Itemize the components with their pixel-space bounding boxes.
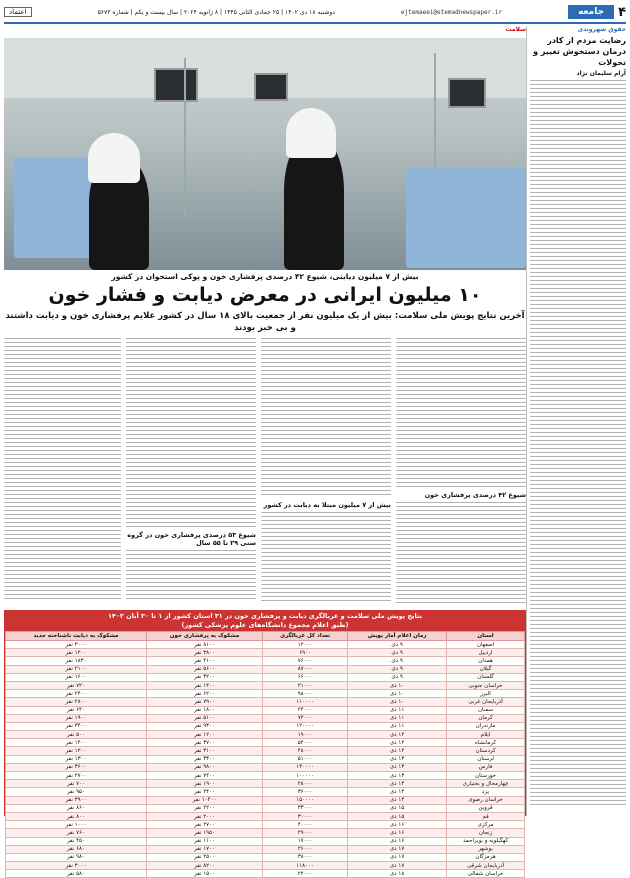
table-row <box>6 788 525 796</box>
table-cell: ۳۰۰۰۰ <box>263 812 348 820</box>
page-header <box>4 3 626 21</box>
table-cell: ۲۴۰۰ نفر <box>146 788 262 796</box>
sidebar-kicker: حقوق شهروندی <box>577 26 626 33</box>
table-cell: ۲۵۰۰ نفر <box>146 853 262 861</box>
body-column <box>261 338 391 606</box>
monitor-icon <box>154 68 198 102</box>
table-cell: ۲۴۰۰۰ <box>263 706 348 714</box>
table-cell: ۹ دی <box>348 665 447 673</box>
table-row <box>6 714 525 722</box>
table-cell: یزد <box>447 788 525 796</box>
table-cell: فارس <box>447 763 525 771</box>
table-cell: ۱۷ دی <box>348 853 447 861</box>
table-cell: گلستان <box>447 673 525 681</box>
table-cell: ۳۹۰۰ نفر <box>6 796 147 804</box>
table-row <box>6 853 525 861</box>
table-header: مشکوک به پرفشاری خون <box>146 632 262 641</box>
table-cell: ۴۸۰۰۰ <box>263 747 348 755</box>
table-cell: ۷۶۰ نفر <box>6 829 147 837</box>
table-cell: ۸۷۰۰۰ <box>263 665 348 673</box>
table-cell: ۳۸۰۰ نفر <box>146 649 262 657</box>
table-cell: ۲۸۰۰ نفر <box>6 698 147 706</box>
table-cell: ۵۶۰۰ نفر <box>146 665 262 673</box>
table-cell: همدان <box>447 657 525 665</box>
table-cell: ۹۸۰۰ نفر <box>146 763 262 771</box>
table-cell: کرمان <box>447 714 525 722</box>
table-row <box>6 772 525 780</box>
table-cell: ۱۵۰۰۰۰ <box>263 796 348 804</box>
table-cell: ۱۵ دی <box>348 812 447 820</box>
table-cell: کردستان <box>447 747 525 755</box>
table-cell: ۱۶۰۰ نفر <box>6 673 147 681</box>
table-cell: ۱۱۰۰۰۰ <box>263 698 348 706</box>
table-cell: ۳۰۰۰ نفر <box>6 641 147 649</box>
table-cell: ۳۴۰۰ نفر <box>6 722 147 730</box>
table-caption: نتایج پویش ملی سلامت و غربالگری دیابت و پرفشاری خون در ۳۱ استان کشور از ۱ تا ۳۰ آبان ۱۴۰۲ (طبق اعلام مجموع دانشگاه‌های علوم پزشکی کشور) <box>5 611 525 631</box>
sidebar-title: رضایت مردم از کادر درمان دستخوش تغییر و تحولات <box>533 36 626 67</box>
table-cell: ۹ دی <box>348 673 447 681</box>
issue-line: دوشنبه ۱۸ دی ۱۴۰۲ | ۲۵ جمادی الثانی ۱۴۴۵ | ۸ ژانویه ۲۰۲۴ | سال بیست و یکم | شماره ۵۶۷۳ <box>97 8 335 16</box>
table-cell: ۱۶ دی <box>348 821 447 829</box>
table-cell: ایلام <box>447 731 525 739</box>
article-subhead: آخرین نتایج پویش ملی سلامت: بیش از یک میلیون نفر از جمعیت بالای ۱۸ سال در کشور علایم پرفشاری خون و دیابت داشتند و بی خبر بودند <box>5 311 525 333</box>
table-row <box>6 763 525 771</box>
table-row <box>6 673 525 681</box>
hospital-bed <box>406 168 526 268</box>
table-cell: ۸۲۰۰ نفر <box>146 862 262 870</box>
table-cell: ۱۸ دی <box>348 870 447 878</box>
table-cell: خراسان شمالی <box>447 870 525 878</box>
table-cell: ۵۸۰ نفر <box>6 870 147 878</box>
nurse-veil <box>286 108 336 158</box>
table-row <box>6 739 525 747</box>
table-cell: ۶۶۰۰۰ <box>263 673 348 681</box>
table-cell: آذربایجان شرقی <box>447 862 525 870</box>
article-headline: ۱۰ میلیون ایرانی در معرض دیابت و فشار خون <box>48 284 482 306</box>
table-cell: ۷۰۰ نفر <box>6 780 147 788</box>
table-cell: ۳۳۰۰ نفر <box>146 755 262 763</box>
table-cell: ۵۴۰۰۰ <box>263 739 348 747</box>
table-cell: ۱۲۰۰ نفر <box>146 731 262 739</box>
table-cell: ۸۰۰ نفر <box>6 812 147 820</box>
table-cell: ۹۸۰۰۰ <box>263 690 348 698</box>
table-row <box>6 665 525 673</box>
table-cell: ۱۷ دی <box>348 845 447 853</box>
table-cell: ۹ دی <box>348 649 447 657</box>
table-cell: ۶۴۰ نفر <box>6 706 147 714</box>
table-row <box>6 845 525 853</box>
table-cell: ۱۴ دی <box>348 780 447 788</box>
table-cell: ۲۸۰۰۰ <box>263 780 348 788</box>
table-cell: ۳۳۰۰۰ <box>263 804 348 812</box>
table-cell: ۲۱۰۰ نفر <box>6 665 147 673</box>
body-column <box>4 338 121 606</box>
table-cell: اردبیل <box>447 649 525 657</box>
table-cell: خوزستان <box>447 772 525 780</box>
column-heading: شیوع ۵۳ درصدی پرفشاری خون در گروه سنی ۲۹ تا ۵۵ سال <box>127 531 256 547</box>
table-cell: ۲۰۰۰ نفر <box>146 812 262 820</box>
table-cell: ۱۴ دی <box>348 796 447 804</box>
table-cell: ۹۸۰ نفر <box>6 853 147 861</box>
main-article <box>4 26 526 877</box>
table-cell: ۸۱۰۰ نفر <box>146 641 262 649</box>
table-row <box>6 731 525 739</box>
table-cell: ۱۲۰۰ نفر <box>6 649 147 657</box>
table-cell: ۱۳ دی <box>348 755 447 763</box>
table-cell: ۱۰۰۰۰۰ <box>263 772 348 780</box>
table-cell: ۱۰۴۰۰ نفر <box>146 796 262 804</box>
table-cell: ۱۵ دی <box>348 804 447 812</box>
table-cell: زنجان <box>447 829 525 837</box>
table-row <box>6 657 525 665</box>
table-cell: ۱۴۰۰ نفر <box>146 681 262 689</box>
table-cell: آذربایجان غربی <box>447 698 525 706</box>
body-column <box>126 338 256 606</box>
table-cell: ۹۳۰۰ نفر <box>146 722 262 730</box>
table-cell: ۱۳ دی <box>348 763 447 771</box>
table-cell: ۱۰ دی <box>348 698 447 706</box>
table-cell: ۱۲۰۰۰ <box>263 641 348 649</box>
table-cell: ۱۱ دی <box>348 706 447 714</box>
table-cell: ۲۲۰۰۰ <box>263 870 348 878</box>
table-cell: ۹ دی <box>348 641 447 649</box>
table-cell: ۱۸۰۰ نفر <box>146 706 262 714</box>
data-table <box>5 631 525 878</box>
table-cell: ۳۶۰۰ نفر <box>6 763 147 771</box>
table-row <box>6 681 525 689</box>
table-header: استان <box>447 632 525 641</box>
table-cell: ۴۱۰۰ نفر <box>146 657 262 665</box>
table-cell: ۱۱ دی <box>348 714 447 722</box>
table-cell: ۹۵۰ نفر <box>6 788 147 796</box>
table-cell: ۱۰ دی <box>348 690 447 698</box>
table-cell: قزوین <box>447 804 525 812</box>
table-cell: ۲۹۰۰۰ <box>263 829 348 837</box>
column-heading: شیوع ۴۲ درصدی پرفشاری خون <box>424 491 526 499</box>
table-cell: ۶۹۰۰ <box>263 649 348 657</box>
table-row <box>6 722 525 730</box>
table-cell: ۵۰۰ نفر <box>6 731 147 739</box>
screening-results-table <box>4 610 526 877</box>
table-cell: ۷۶۰۰۰ <box>263 657 348 665</box>
table-row <box>6 690 525 698</box>
table-cell: ۱۱۸۰۰۰ <box>263 862 348 870</box>
table-row <box>6 706 525 714</box>
table-cell: ۱۹۰۰ نفر <box>6 714 147 722</box>
table-cell: کهگیلویه و بویراحمد <box>447 837 525 845</box>
table-cell: ۱۸۳۰ نفر <box>6 657 147 665</box>
table-cell: ۱۳۰۰ نفر <box>6 755 147 763</box>
table-cell: ۱۰۰۰ نفر <box>6 821 147 829</box>
section-email: ejtemaeei@etemadnewspaper.ir <box>400 8 503 16</box>
table-cell: ۹ دی <box>348 657 447 665</box>
sidebar-byline: آرام سلیمان نژاد <box>576 70 626 77</box>
table-row <box>6 780 525 788</box>
table-cell: ۱۱ دی <box>348 722 447 730</box>
table-cell: ۲۷۰۰ نفر <box>6 772 147 780</box>
nurse-veil <box>88 133 140 183</box>
table-header: تعداد کل غربالگری <box>263 632 348 641</box>
table-cell: ۱۵۰۰ نفر <box>146 870 262 878</box>
table-cell: ۷۴۰۰ نفر <box>146 772 262 780</box>
table-cell: خراسان جنوبی <box>447 681 525 689</box>
table-cell: ۳۷۰۰ نفر <box>146 739 262 747</box>
table-row <box>6 837 525 845</box>
table-cell: ۷۲۰ نفر <box>6 681 147 689</box>
table-cell: ۸۶۰ نفر <box>6 804 147 812</box>
page-number: ۴ <box>618 4 626 20</box>
table-cell: ۵۱۰۰ نفر <box>146 714 262 722</box>
table-cell: ۲۱۰۰۰ <box>263 681 348 689</box>
table-cell: ۳۱۰۰ نفر <box>146 747 262 755</box>
article-body <box>4 338 526 606</box>
newspaper-logo: اعتماد <box>4 7 32 17</box>
table-cell: ۷۲۰۰۰ <box>263 714 348 722</box>
table-cell: ۱۹۰۰ نفر <box>146 780 262 788</box>
table-cell: کرمانشاه <box>447 739 525 747</box>
table-cell: ۱۰ دی <box>348 681 447 689</box>
table-cell: البرز <box>447 690 525 698</box>
table-cell: بوشهر <box>447 845 525 853</box>
table-header: زمان اعلام آمار پویش <box>348 632 447 641</box>
table-cell: ۱۲ دی <box>348 731 447 739</box>
table-row <box>6 698 525 706</box>
table-cell: ۲۷۰۰ نفر <box>146 821 262 829</box>
table-cell: ۱۲ دی <box>348 739 447 747</box>
table-cell: ۳۲۰۰ نفر <box>146 673 262 681</box>
table-cell: ۱۴۰۰ نفر <box>6 739 147 747</box>
table-row <box>6 747 525 755</box>
table-cell: ۵۱۰۰۰ <box>263 755 348 763</box>
table-header: مشکوک به دیابت ناشناخته جدید <box>6 632 147 641</box>
table-cell: ۱۱۰۰ نفر <box>146 837 262 845</box>
section-tab: جامعه <box>568 5 614 19</box>
table-cell: ۱۶ دی <box>348 837 447 845</box>
body-column <box>396 338 526 606</box>
table-cell: ۲۲۰۰ نفر <box>146 804 262 812</box>
table-cell: اصفهان <box>447 641 525 649</box>
table-cell: ۱۴۰۰۰۰ <box>263 763 348 771</box>
table-cell: ۱۴ دی <box>348 788 447 796</box>
table-cell: سمنان <box>447 706 525 714</box>
table-row <box>6 641 525 649</box>
section-label: سلامت <box>505 26 526 33</box>
table-cell: خراسان رضوی <box>447 796 525 804</box>
table-cell: لرستان <box>447 755 525 763</box>
table-cell: ۳۸۰۰۰ <box>263 853 348 861</box>
monitor-icon <box>254 73 288 101</box>
table-cell: ۴۵۰ نفر <box>6 837 147 845</box>
table-row <box>6 821 525 829</box>
table-cell: ۱۷۰۰ نفر <box>146 845 262 853</box>
table-cell: ۱۹۵۰ نفر <box>146 829 262 837</box>
article-kicker: بیش از ۷ میلیون دیابتی، شیوع ۴۲ درصدی پرفشاری خون و پوکی استخوان در کشور <box>111 272 419 281</box>
table-cell: گیلان <box>447 665 525 673</box>
table-row <box>6 755 525 763</box>
table-cell: ۲۶۰۰۰ <box>263 845 348 853</box>
table-cell: مازندران <box>447 722 525 730</box>
sidebar-body-text <box>530 80 626 808</box>
header-rule <box>4 22 626 24</box>
table-cell: ۲۴۰۰ نفر <box>6 690 147 698</box>
sidebar-column <box>526 26 626 816</box>
table-row <box>6 649 525 657</box>
table-row <box>6 804 525 812</box>
table-row <box>6 829 525 837</box>
table-cell: هرمزگان <box>447 853 525 861</box>
table-cell: ۶۸۰ نفر <box>6 845 147 853</box>
table-cell: ۱۶ دی <box>348 829 447 837</box>
table-cell: ۳۶۰۰۰ <box>263 788 348 796</box>
table-cell: ۱۷۰۰۰ <box>263 837 348 845</box>
table-cell: ۱۲۰۰ نفر <box>6 747 147 755</box>
table-cell: ۳۰۰۰ نفر <box>6 862 147 870</box>
iv-pole <box>184 58 186 218</box>
table-row <box>6 796 525 804</box>
table-cell: ۶۲۰۰ نفر <box>146 690 262 698</box>
table-row <box>6 812 525 820</box>
monitor-icon <box>448 78 486 108</box>
table-cell: ۱۳ دی <box>348 772 447 780</box>
table-cell: ۱۷ دی <box>348 862 447 870</box>
table-cell: ۱۲ دی <box>348 747 447 755</box>
hospital-photo <box>4 38 526 270</box>
table-cell: ۱۲۰۰۰۰ <box>263 722 348 730</box>
table-cell: ۷۹۰۰ نفر <box>146 698 262 706</box>
column-heading: بیش از ۷ میلیون مبتلا به دیابت در کشور <box>263 501 391 509</box>
table-row <box>6 870 525 878</box>
table-cell: قم <box>447 812 525 820</box>
table-cell: ۴۰۰۰۰ <box>263 821 348 829</box>
table-cell: ۱۹۰۰۰ <box>263 731 348 739</box>
table-cell: چهارمحال و بختیاری <box>447 780 525 788</box>
table-row <box>6 862 525 870</box>
table-cell: مرکزی <box>447 821 525 829</box>
